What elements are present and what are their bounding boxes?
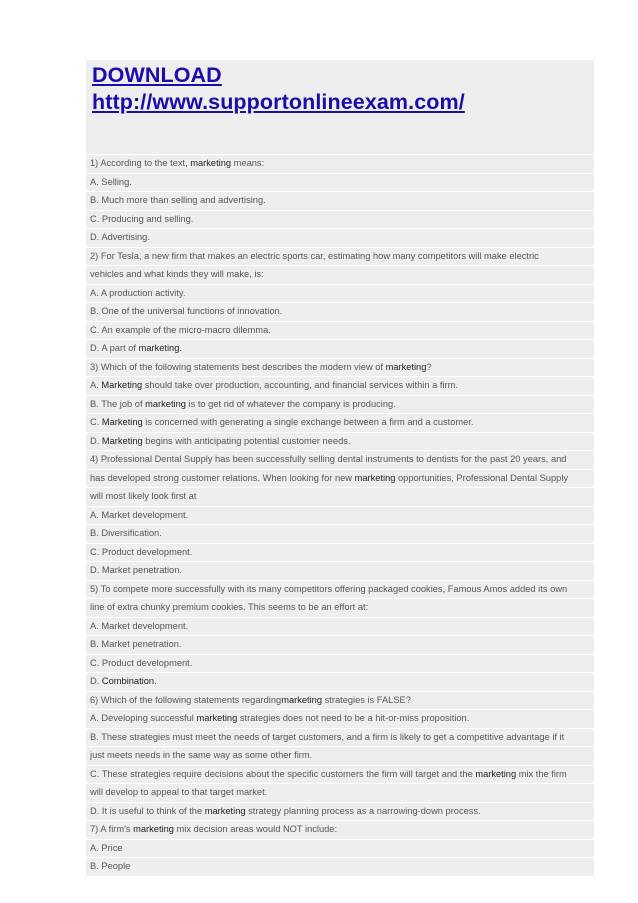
text-line	[86, 672, 594, 691]
text-segment: line of extra chunky premium cookies. This seems to be an effort at:	[90, 602, 369, 612]
text-line	[86, 580, 594, 599]
text-line	[86, 487, 594, 506]
text-line	[86, 173, 594, 192]
url-link[interactable]: http://www.supportonlineexam.com/	[92, 90, 465, 114]
keyword-link[interactable]: Marketing	[101, 417, 143, 427]
text-line	[86, 598, 594, 617]
text-line	[86, 154, 594, 173]
text-segment: strategies is FALSE?	[322, 694, 411, 705]
text-segment: begins with anticipating potential customer needs.	[142, 435, 351, 446]
text-segment: 1) According to the text,	[90, 158, 191, 168]
text-segment: C. An example of the micro-macro dilemma.	[90, 324, 271, 335]
text-line	[86, 339, 594, 358]
text-line	[86, 691, 594, 710]
document-page	[86, 60, 594, 876]
text-segment: 3) Which of the following statements best describes the modern view of	[90, 361, 386, 372]
text-segment: ?	[426, 361, 432, 372]
text-segment: is concerned with generating a single exchange between a firm and a customer.	[142, 417, 474, 427]
text-line	[86, 765, 594, 784]
text-line	[86, 469, 594, 488]
text-line	[86, 728, 594, 747]
text-segment: C. Product development.	[90, 546, 193, 557]
text-line	[86, 450, 594, 469]
question-list	[86, 154, 594, 876]
text-segment: will most likely look first at	[90, 491, 197, 501]
text-segment: strategy planning process as a narrowing-down process.	[245, 805, 481, 816]
text-line	[86, 302, 594, 321]
text-line	[86, 857, 594, 876]
text-line	[86, 210, 594, 229]
text-line	[86, 321, 594, 340]
text-line	[86, 802, 594, 821]
text-segment: 7) A firm's	[90, 824, 134, 834]
keyword-link[interactable]: marketing	[196, 713, 238, 723]
text-segment: opportunities, Professional Dental Supply	[395, 472, 569, 483]
text-segment: B. The job of	[90, 398, 146, 409]
text-segment: A.	[90, 380, 102, 390]
text-line	[86, 247, 594, 266]
text-segment: D. Market penetration.	[90, 565, 182, 575]
keyword-link[interactable]: marketing	[133, 824, 174, 834]
text-line	[86, 395, 594, 414]
text-segment: B. People	[90, 861, 131, 871]
text-segment: D. A part of	[90, 343, 139, 353]
text-line	[86, 746, 594, 765]
keyword-link[interactable]: marketing	[385, 361, 427, 372]
keyword-link[interactable]: marketing	[190, 158, 232, 168]
text-segment: 5) To compete more successfully with its many competitors offering packaged cookies, Famous Amos added its own	[90, 583, 568, 594]
text-line	[86, 432, 594, 451]
text-segment: A. Developing successful	[90, 713, 197, 723]
keyword-link[interactable]: marketing.	[138, 343, 182, 353]
text-segment: mix decision areas would NOT include:	[173, 824, 338, 834]
keyword-link[interactable]: marketing	[354, 472, 396, 483]
text-line	[86, 839, 594, 858]
text-segment: B. Much more than selling and advertising.	[90, 195, 266, 205]
text-line	[86, 709, 594, 728]
text-segment: A. Market development.	[90, 509, 189, 520]
text-segment: will develop to appeal to that target market.	[90, 787, 268, 797]
keyword-link[interactable]: marketing	[145, 398, 186, 409]
text-segment: has developed strong customer relations. When looking for new	[90, 472, 355, 483]
text-segment: A. Market development.	[90, 620, 189, 631]
text-line	[86, 543, 594, 562]
text-line	[86, 524, 594, 543]
text-line	[86, 228, 594, 247]
header	[86, 60, 594, 154]
text-line	[86, 284, 594, 303]
text-segment: 2) For Tesla, a new firm that makes an electric sports car, estimating how many competitors will make electric	[90, 250, 539, 261]
text-line	[86, 358, 594, 377]
keyword-link[interactable]: Marketing	[101, 380, 143, 390]
text-segment: just meets needs in the same way as some other firm.	[90, 750, 313, 760]
text-segment: D.	[90, 676, 102, 686]
text-segment: means:	[231, 158, 265, 168]
keyword-link[interactable]: marketing	[204, 805, 246, 816]
keyword-link[interactable]: marketing	[475, 768, 517, 779]
keyword-link[interactable]: Marketing	[101, 435, 143, 446]
text-line	[86, 654, 594, 673]
text-line	[86, 820, 594, 839]
text-segment: should take over production, accounting, and financial services within a firm.	[142, 380, 458, 390]
text-line	[86, 783, 594, 802]
text-segment: C. These strategies require decisions about the specific customers the firm will target and the	[90, 768, 476, 779]
text-line	[86, 617, 594, 636]
text-segment: B. One of the universal functions of innovation.	[90, 306, 283, 316]
download-link[interactable]: DOWNLOAD	[92, 63, 222, 87]
text-segment: D. Advertising.	[90, 232, 150, 242]
text-line	[86, 191, 594, 210]
text-segment: is to get rid of whatever the company is producing.	[185, 398, 396, 409]
text-line	[86, 635, 594, 654]
text-line	[86, 413, 594, 432]
text-segment: vehicles and what kinds they will make, is:	[90, 269, 264, 279]
text-segment: D. It is useful to think of the	[90, 805, 205, 816]
text-line	[86, 265, 594, 284]
text-segment: D.	[90, 435, 102, 446]
text-segment: strategies does not need to be a hit-or-miss proposition.	[237, 713, 470, 723]
keyword-link[interactable]: Combination.	[101, 676, 157, 686]
text-segment: C.	[90, 417, 102, 427]
text-line	[86, 506, 594, 525]
text-segment: 4) Professional Dental Supply has been successfully selling dental instruments to dentists for the past 20 years, and	[90, 454, 567, 464]
text-segment: A. Price	[90, 842, 123, 853]
text-segment: C. Producing and selling.	[90, 213, 194, 224]
text-line	[86, 376, 594, 395]
text-segment: A. Selling.	[90, 176, 132, 187]
text-segment: B. Diversification.	[90, 528, 162, 538]
text-segment: A. A production activity.	[90, 287, 186, 298]
keyword-link[interactable]: marketing	[281, 694, 323, 705]
text-segment: mix the firm	[516, 768, 567, 779]
text-segment: C. Product development.	[90, 657, 193, 668]
text-line	[86, 561, 594, 580]
text-segment: 6) Which of the following statements regarding	[90, 694, 282, 705]
text-segment: B. Market penetration.	[90, 639, 182, 649]
text-segment: B. These strategies must meet the needs of target customers, and a firm is likely to get a competitive advantage if it	[90, 731, 565, 742]
